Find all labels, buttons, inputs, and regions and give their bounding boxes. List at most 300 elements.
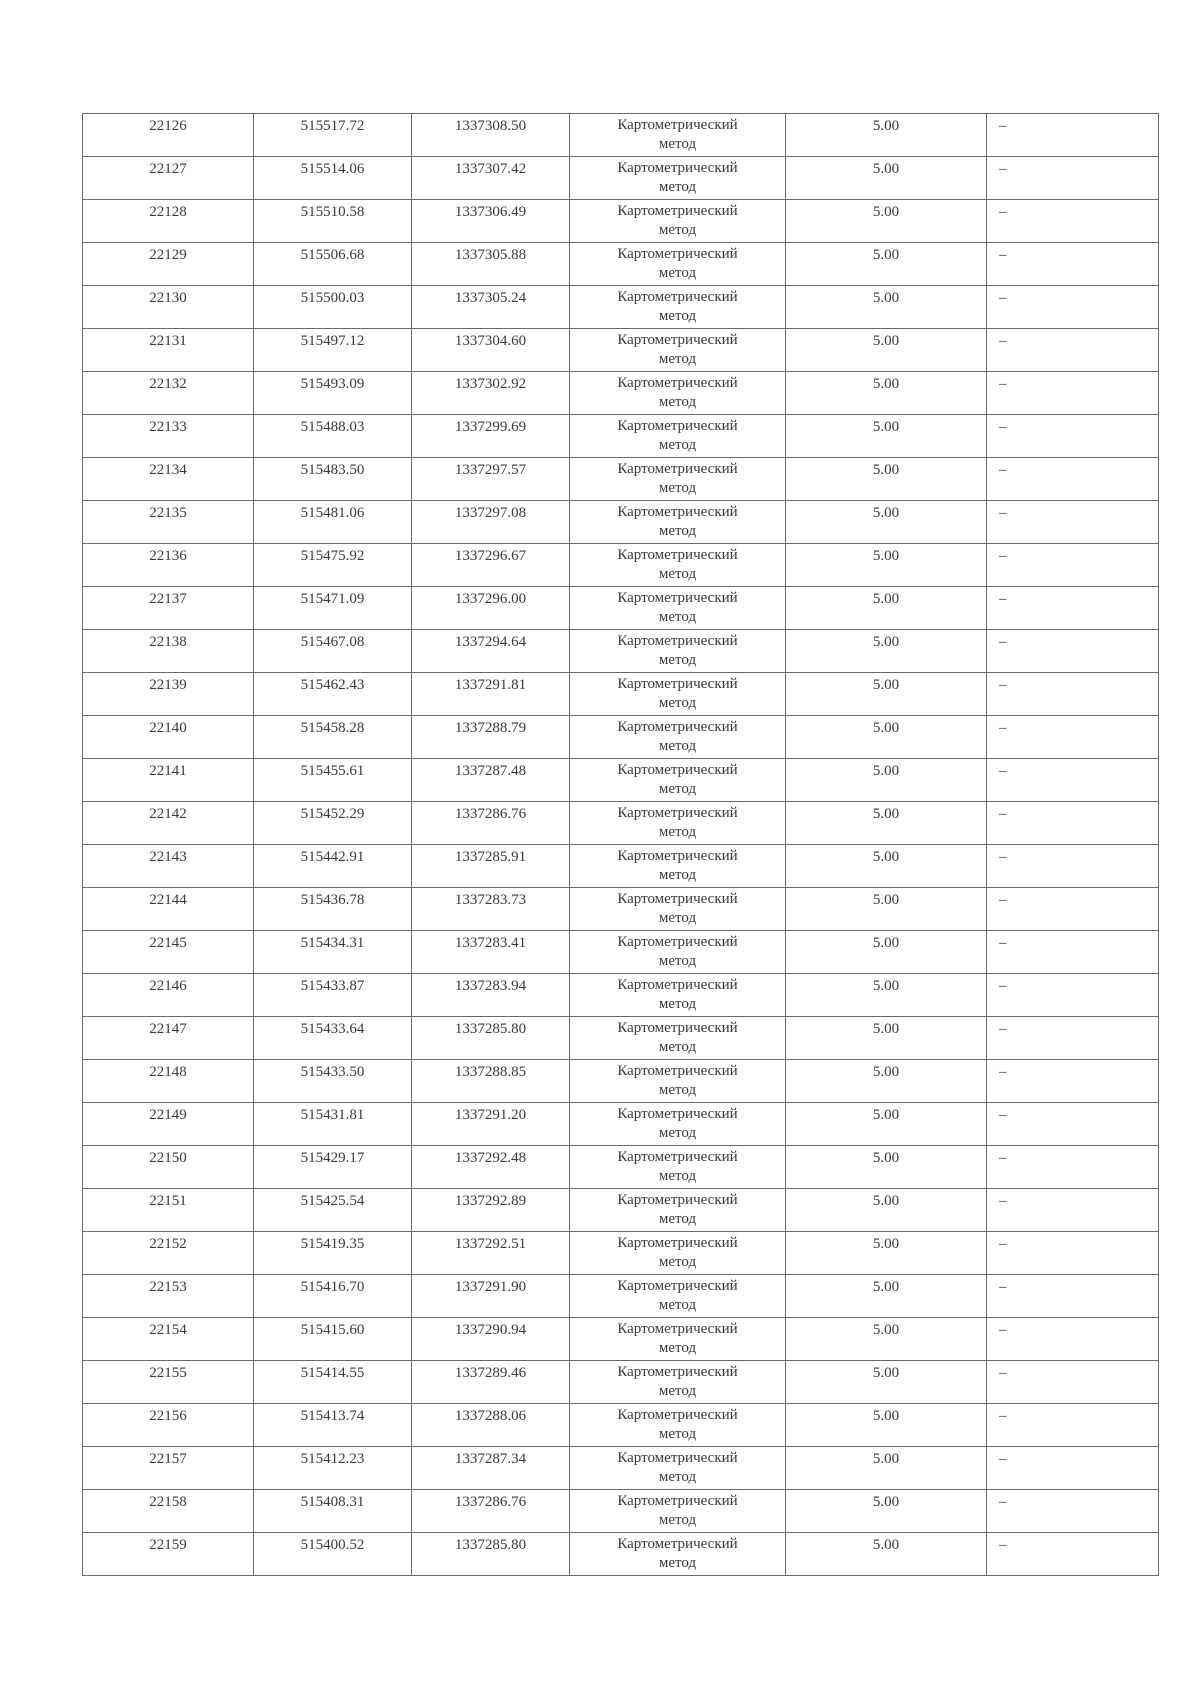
point-number-cell: 22159 <box>83 1533 254 1576</box>
method-cell <box>570 888 786 931</box>
method-cell <box>570 286 786 329</box>
y-coordinate-cell: 1337286.76 <box>412 802 570 845</box>
y-coordinate-cell: 1337287.34 <box>412 1447 570 1490</box>
method-cell <box>570 630 786 673</box>
method-line-2: метод <box>658 738 697 754</box>
note-cell: – <box>987 114 1159 157</box>
note-cell: – <box>987 1060 1159 1103</box>
x-coordinate-cell: 515433.64 <box>254 1017 412 1060</box>
note-cell: – <box>987 1533 1159 1576</box>
table-row <box>83 1103 1159 1146</box>
point-number-cell: 22142 <box>83 802 254 845</box>
x-coordinate-cell: 515431.81 <box>254 1103 412 1146</box>
y-coordinate-cell: 1337283.94 <box>412 974 570 1017</box>
y-coordinate-cell: 1337307.42 <box>412 157 570 200</box>
method-line-1: Картометрический <box>617 418 738 434</box>
x-coordinate-cell: 515400.52 <box>254 1533 412 1576</box>
accuracy-cell: 5.00 <box>786 587 987 630</box>
accuracy-cell: 5.00 <box>786 1404 987 1447</box>
table-row <box>83 157 1159 200</box>
method-cell <box>570 200 786 243</box>
method-line-2: метод <box>658 609 697 625</box>
table-row <box>83 888 1159 931</box>
note-cell: – <box>987 544 1159 587</box>
table-row <box>83 372 1159 415</box>
point-number-cell: 22154 <box>83 1318 254 1361</box>
x-coordinate-cell: 515488.03 <box>254 415 412 458</box>
x-coordinate-cell: 515429.17 <box>254 1146 412 1189</box>
method-line-1: Картометрический <box>617 504 738 520</box>
table-row <box>83 114 1159 157</box>
method-line-2: метод <box>658 222 697 238</box>
method-line-2: метод <box>658 394 697 410</box>
y-coordinate-cell: 1337292.51 <box>412 1232 570 1275</box>
method-line-2: метод <box>658 1039 697 1055</box>
accuracy-cell: 5.00 <box>786 286 987 329</box>
accuracy-cell: 5.00 <box>786 759 987 802</box>
method-line-1: Картометрический <box>617 1235 738 1251</box>
method-line-2: метод <box>658 824 697 840</box>
method-cell <box>570 329 786 372</box>
y-coordinate-cell: 1337306.49 <box>412 200 570 243</box>
method-cell <box>570 1404 786 1447</box>
table-row <box>83 329 1159 372</box>
y-coordinate-cell: 1337305.88 <box>412 243 570 286</box>
accuracy-cell: 5.00 <box>786 845 987 888</box>
accuracy-cell: 5.00 <box>786 200 987 243</box>
table-row <box>83 501 1159 544</box>
accuracy-cell: 5.00 <box>786 372 987 415</box>
point-number-cell: 22157 <box>83 1447 254 1490</box>
method-line-1: Картометрический <box>617 977 738 993</box>
note-cell: – <box>987 1232 1159 1275</box>
note-cell: – <box>987 845 1159 888</box>
point-number-cell: 22143 <box>83 845 254 888</box>
note-cell: – <box>987 415 1159 458</box>
accuracy-cell: 5.00 <box>786 114 987 157</box>
table-row <box>83 1490 1159 1533</box>
note-cell: – <box>987 1146 1159 1189</box>
method-cell <box>570 673 786 716</box>
x-coordinate-cell: 515483.50 <box>254 458 412 501</box>
note-cell: – <box>987 1361 1159 1404</box>
accuracy-cell: 5.00 <box>786 974 987 1017</box>
x-coordinate-cell: 515425.54 <box>254 1189 412 1232</box>
method-line-1: Картометрический <box>617 934 738 950</box>
method-cell <box>570 974 786 1017</box>
x-coordinate-cell: 515442.91 <box>254 845 412 888</box>
y-coordinate-cell: 1337304.60 <box>412 329 570 372</box>
method-cell <box>570 716 786 759</box>
y-coordinate-cell: 1337285.91 <box>412 845 570 888</box>
method-line-2: метод <box>658 652 697 668</box>
x-coordinate-cell: 515452.29 <box>254 802 412 845</box>
method-line-1: Картометрический <box>617 547 738 563</box>
table-row <box>83 1318 1159 1361</box>
method-line-1: Картометрический <box>617 1063 738 1079</box>
method-line-2: метод <box>658 1297 697 1313</box>
point-number-cell: 22126 <box>83 114 254 157</box>
accuracy-cell: 5.00 <box>786 802 987 845</box>
method-cell <box>570 501 786 544</box>
method-cell <box>570 1232 786 1275</box>
x-coordinate-cell: 515416.70 <box>254 1275 412 1318</box>
note-cell: – <box>987 372 1159 415</box>
method-line-1: Картометрический <box>617 1192 738 1208</box>
note-cell: – <box>987 1318 1159 1361</box>
y-coordinate-cell: 1337287.48 <box>412 759 570 802</box>
method-cell <box>570 458 786 501</box>
point-number-cell: 22137 <box>83 587 254 630</box>
method-line-1: Картометрический <box>617 461 738 477</box>
accuracy-cell: 5.00 <box>786 544 987 587</box>
method-cell <box>570 759 786 802</box>
method-line-1: Картометрический <box>617 719 738 735</box>
accuracy-cell: 5.00 <box>786 1017 987 1060</box>
accuracy-cell: 5.00 <box>786 1060 987 1103</box>
method-line-1: Картометрический <box>617 1106 738 1122</box>
x-coordinate-cell: 515481.06 <box>254 501 412 544</box>
x-coordinate-cell: 515414.55 <box>254 1361 412 1404</box>
point-number-cell: 22144 <box>83 888 254 931</box>
method-line-2: метод <box>658 351 697 367</box>
point-number-cell: 22128 <box>83 200 254 243</box>
method-line-2: метод <box>658 695 697 711</box>
y-coordinate-cell: 1337297.08 <box>412 501 570 544</box>
table-row <box>83 1404 1159 1447</box>
method-cell <box>570 1103 786 1146</box>
x-coordinate-cell: 515436.78 <box>254 888 412 931</box>
x-coordinate-cell: 515471.09 <box>254 587 412 630</box>
note-cell: – <box>987 458 1159 501</box>
note-cell: – <box>987 1275 1159 1318</box>
point-number-cell: 22132 <box>83 372 254 415</box>
method-cell <box>570 544 786 587</box>
coordinates-table-body <box>83 114 1159 1576</box>
note-cell: – <box>987 1103 1159 1146</box>
method-cell <box>570 802 786 845</box>
method-line-1: Картометрический <box>617 1149 738 1165</box>
point-number-cell: 22130 <box>83 286 254 329</box>
note-cell: – <box>987 673 1159 716</box>
method-line-2: метод <box>658 1512 697 1528</box>
method-line-1: Картометрический <box>617 332 738 348</box>
table-row <box>83 243 1159 286</box>
table-row <box>83 1146 1159 1189</box>
y-coordinate-cell: 1337288.06 <box>412 1404 570 1447</box>
x-coordinate-cell: 515433.87 <box>254 974 412 1017</box>
method-line-2: метод <box>658 1168 697 1184</box>
accuracy-cell: 5.00 <box>786 1361 987 1404</box>
x-coordinate-cell: 515510.58 <box>254 200 412 243</box>
note-cell: – <box>987 329 1159 372</box>
accuracy-cell: 5.00 <box>786 1146 987 1189</box>
accuracy-cell: 5.00 <box>786 1189 987 1232</box>
x-coordinate-cell: 515408.31 <box>254 1490 412 1533</box>
x-coordinate-cell: 515475.92 <box>254 544 412 587</box>
point-number-cell: 22136 <box>83 544 254 587</box>
y-coordinate-cell: 1337299.69 <box>412 415 570 458</box>
method-line-1: Картометрический <box>617 590 738 606</box>
y-coordinate-cell: 1337290.94 <box>412 1318 570 1361</box>
method-line-2: метод <box>658 1469 697 1485</box>
method-line-1: Картометрический <box>617 805 738 821</box>
y-coordinate-cell: 1337288.79 <box>412 716 570 759</box>
point-number-cell: 22155 <box>83 1361 254 1404</box>
x-coordinate-cell: 515433.50 <box>254 1060 412 1103</box>
accuracy-cell: 5.00 <box>786 888 987 931</box>
y-coordinate-cell: 1337285.80 <box>412 1533 570 1576</box>
note-cell: – <box>987 243 1159 286</box>
accuracy-cell: 5.00 <box>786 157 987 200</box>
method-line-1: Картометрический <box>617 762 738 778</box>
table-row <box>83 630 1159 673</box>
point-number-cell: 22148 <box>83 1060 254 1103</box>
y-coordinate-cell: 1337291.90 <box>412 1275 570 1318</box>
table-row <box>83 759 1159 802</box>
method-line-2: метод <box>658 1426 697 1442</box>
table-row <box>83 587 1159 630</box>
method-line-1: Картометрический <box>617 375 738 391</box>
method-cell <box>570 1189 786 1232</box>
method-cell <box>570 1017 786 1060</box>
x-coordinate-cell: 515455.61 <box>254 759 412 802</box>
method-line-2: метод <box>658 781 697 797</box>
point-number-cell: 22134 <box>83 458 254 501</box>
note-cell: – <box>987 587 1159 630</box>
method-line-2: метод <box>658 437 697 453</box>
method-cell <box>570 415 786 458</box>
table-row <box>83 458 1159 501</box>
accuracy-cell: 5.00 <box>786 630 987 673</box>
y-coordinate-cell: 1337283.73 <box>412 888 570 931</box>
x-coordinate-cell: 515415.60 <box>254 1318 412 1361</box>
method-line-1: Картометрический <box>617 1493 738 1509</box>
table-row <box>83 673 1159 716</box>
method-line-1: Картометрический <box>617 633 738 649</box>
y-coordinate-cell: 1337292.48 <box>412 1146 570 1189</box>
y-coordinate-cell: 1337296.00 <box>412 587 570 630</box>
method-line-1: Картометрический <box>617 203 738 219</box>
method-line-1: Картометрический <box>617 848 738 864</box>
method-line-2: метод <box>658 265 697 281</box>
point-number-cell: 22149 <box>83 1103 254 1146</box>
method-line-1: Картометрический <box>617 1020 738 1036</box>
accuracy-cell: 5.00 <box>786 1275 987 1318</box>
y-coordinate-cell: 1337297.57 <box>412 458 570 501</box>
table-row <box>83 1275 1159 1318</box>
accuracy-cell: 5.00 <box>786 1103 987 1146</box>
point-number-cell: 22140 <box>83 716 254 759</box>
x-coordinate-cell: 515458.28 <box>254 716 412 759</box>
method-line-1: Картометрический <box>617 1450 738 1466</box>
y-coordinate-cell: 1337308.50 <box>412 114 570 157</box>
accuracy-cell: 5.00 <box>786 931 987 974</box>
method-line-2: метод <box>658 1082 697 1098</box>
x-coordinate-cell: 515493.09 <box>254 372 412 415</box>
method-line-1: Картометрический <box>617 117 738 133</box>
method-cell <box>570 1447 786 1490</box>
table-row <box>83 1017 1159 1060</box>
table-row <box>83 1447 1159 1490</box>
note-cell: – <box>987 286 1159 329</box>
accuracy-cell: 5.00 <box>786 501 987 544</box>
method-cell <box>570 587 786 630</box>
x-coordinate-cell: 515506.68 <box>254 243 412 286</box>
x-coordinate-cell: 515419.35 <box>254 1232 412 1275</box>
method-line-2: метод <box>658 523 697 539</box>
method-cell <box>570 1275 786 1318</box>
x-coordinate-cell: 515497.12 <box>254 329 412 372</box>
method-cell <box>570 1533 786 1576</box>
point-number-cell: 22153 <box>83 1275 254 1318</box>
table-row <box>83 974 1159 1017</box>
method-line-2: метод <box>658 910 697 926</box>
note-cell: – <box>987 931 1159 974</box>
method-cell <box>570 1318 786 1361</box>
table-row <box>83 1533 1159 1576</box>
note-cell: – <box>987 501 1159 544</box>
y-coordinate-cell: 1337302.92 <box>412 372 570 415</box>
point-number-cell: 22138 <box>83 630 254 673</box>
table-row <box>83 931 1159 974</box>
point-number-cell: 22150 <box>83 1146 254 1189</box>
accuracy-cell: 5.00 <box>786 1533 987 1576</box>
method-cell <box>570 157 786 200</box>
x-coordinate-cell: 515517.72 <box>254 114 412 157</box>
method-line-1: Картометрический <box>617 289 738 305</box>
table-row <box>83 1189 1159 1232</box>
accuracy-cell: 5.00 <box>786 1232 987 1275</box>
point-number-cell: 22145 <box>83 931 254 974</box>
y-coordinate-cell: 1337288.85 <box>412 1060 570 1103</box>
point-number-cell: 22158 <box>83 1490 254 1533</box>
method-cell <box>570 845 786 888</box>
y-coordinate-cell: 1337291.81 <box>412 673 570 716</box>
method-line-1: Картометрический <box>617 1536 738 1552</box>
y-coordinate-cell: 1337283.41 <box>412 931 570 974</box>
coordinates-table <box>82 113 1159 1576</box>
method-line-2: метод <box>658 480 697 496</box>
method-line-1: Картометрический <box>617 891 738 907</box>
point-number-cell: 22133 <box>83 415 254 458</box>
method-line-2: метод <box>658 1555 697 1571</box>
method-line-2: метод <box>658 867 697 883</box>
point-number-cell: 22156 <box>83 1404 254 1447</box>
accuracy-cell: 5.00 <box>786 243 987 286</box>
accuracy-cell: 5.00 <box>786 1447 987 1490</box>
note-cell: – <box>987 157 1159 200</box>
table-row <box>83 544 1159 587</box>
point-number-cell: 22147 <box>83 1017 254 1060</box>
method-line-1: Картометрический <box>617 676 738 692</box>
table-row <box>83 286 1159 329</box>
method-line-2: метод <box>658 1125 697 1141</box>
point-number-cell: 22127 <box>83 157 254 200</box>
accuracy-cell: 5.00 <box>786 716 987 759</box>
y-coordinate-cell: 1337291.20 <box>412 1103 570 1146</box>
y-coordinate-cell: 1337294.64 <box>412 630 570 673</box>
note-cell: – <box>987 974 1159 1017</box>
x-coordinate-cell: 515434.31 <box>254 931 412 974</box>
point-number-cell: 22146 <box>83 974 254 1017</box>
method-line-1: Картометрический <box>617 1364 738 1380</box>
table-row <box>83 415 1159 458</box>
y-coordinate-cell: 1337292.89 <box>412 1189 570 1232</box>
method-line-2: метод <box>658 1383 697 1399</box>
note-cell: – <box>987 630 1159 673</box>
method-cell <box>570 114 786 157</box>
method-line-1: Картометрический <box>617 1321 738 1337</box>
method-cell <box>570 1060 786 1103</box>
note-cell: – <box>987 1189 1159 1232</box>
method-line-2: метод <box>658 1254 697 1270</box>
note-cell: – <box>987 1490 1159 1533</box>
method-line-2: метод <box>658 179 697 195</box>
x-coordinate-cell: 515514.06 <box>254 157 412 200</box>
table-row <box>83 1232 1159 1275</box>
point-number-cell: 22135 <box>83 501 254 544</box>
note-cell: – <box>987 200 1159 243</box>
x-coordinate-cell: 515412.23 <box>254 1447 412 1490</box>
method-line-1: Картометрический <box>617 246 738 262</box>
method-line-2: метод <box>658 308 697 324</box>
y-coordinate-cell: 1337289.46 <box>412 1361 570 1404</box>
note-cell: – <box>987 1404 1159 1447</box>
accuracy-cell: 5.00 <box>786 415 987 458</box>
method-line-2: метод <box>658 996 697 1012</box>
note-cell: – <box>987 716 1159 759</box>
note-cell: – <box>987 802 1159 845</box>
method-line-1: Картометрический <box>617 160 738 176</box>
point-number-cell: 22129 <box>83 243 254 286</box>
accuracy-cell: 5.00 <box>786 673 987 716</box>
method-line-2: метод <box>658 136 697 152</box>
x-coordinate-cell: 515467.08 <box>254 630 412 673</box>
method-cell <box>570 931 786 974</box>
method-cell <box>570 243 786 286</box>
accuracy-cell: 5.00 <box>786 1490 987 1533</box>
method-line-2: метод <box>658 953 697 969</box>
method-line-2: метод <box>658 1211 697 1227</box>
table-row <box>83 200 1159 243</box>
note-cell: – <box>987 759 1159 802</box>
note-cell: – <box>987 1017 1159 1060</box>
note-cell: – <box>987 888 1159 931</box>
point-number-cell: 22139 <box>83 673 254 716</box>
y-coordinate-cell: 1337296.67 <box>412 544 570 587</box>
table-row <box>83 1361 1159 1404</box>
accuracy-cell: 5.00 <box>786 458 987 501</box>
table-row <box>83 845 1159 888</box>
method-cell <box>570 1361 786 1404</box>
method-line-1: Картометрический <box>617 1278 738 1294</box>
point-number-cell: 22141 <box>83 759 254 802</box>
y-coordinate-cell: 1337286.76 <box>412 1490 570 1533</box>
point-number-cell: 22131 <box>83 329 254 372</box>
y-coordinate-cell: 1337285.80 <box>412 1017 570 1060</box>
point-number-cell: 22151 <box>83 1189 254 1232</box>
method-line-2: метод <box>658 566 697 582</box>
y-coordinate-cell: 1337305.24 <box>412 286 570 329</box>
note-cell: – <box>987 1447 1159 1490</box>
method-line-1: Картометрический <box>617 1407 738 1423</box>
point-number-cell: 22152 <box>83 1232 254 1275</box>
method-line-2: метод <box>658 1340 697 1356</box>
accuracy-cell: 5.00 <box>786 1318 987 1361</box>
method-cell <box>570 372 786 415</box>
x-coordinate-cell: 515500.03 <box>254 286 412 329</box>
